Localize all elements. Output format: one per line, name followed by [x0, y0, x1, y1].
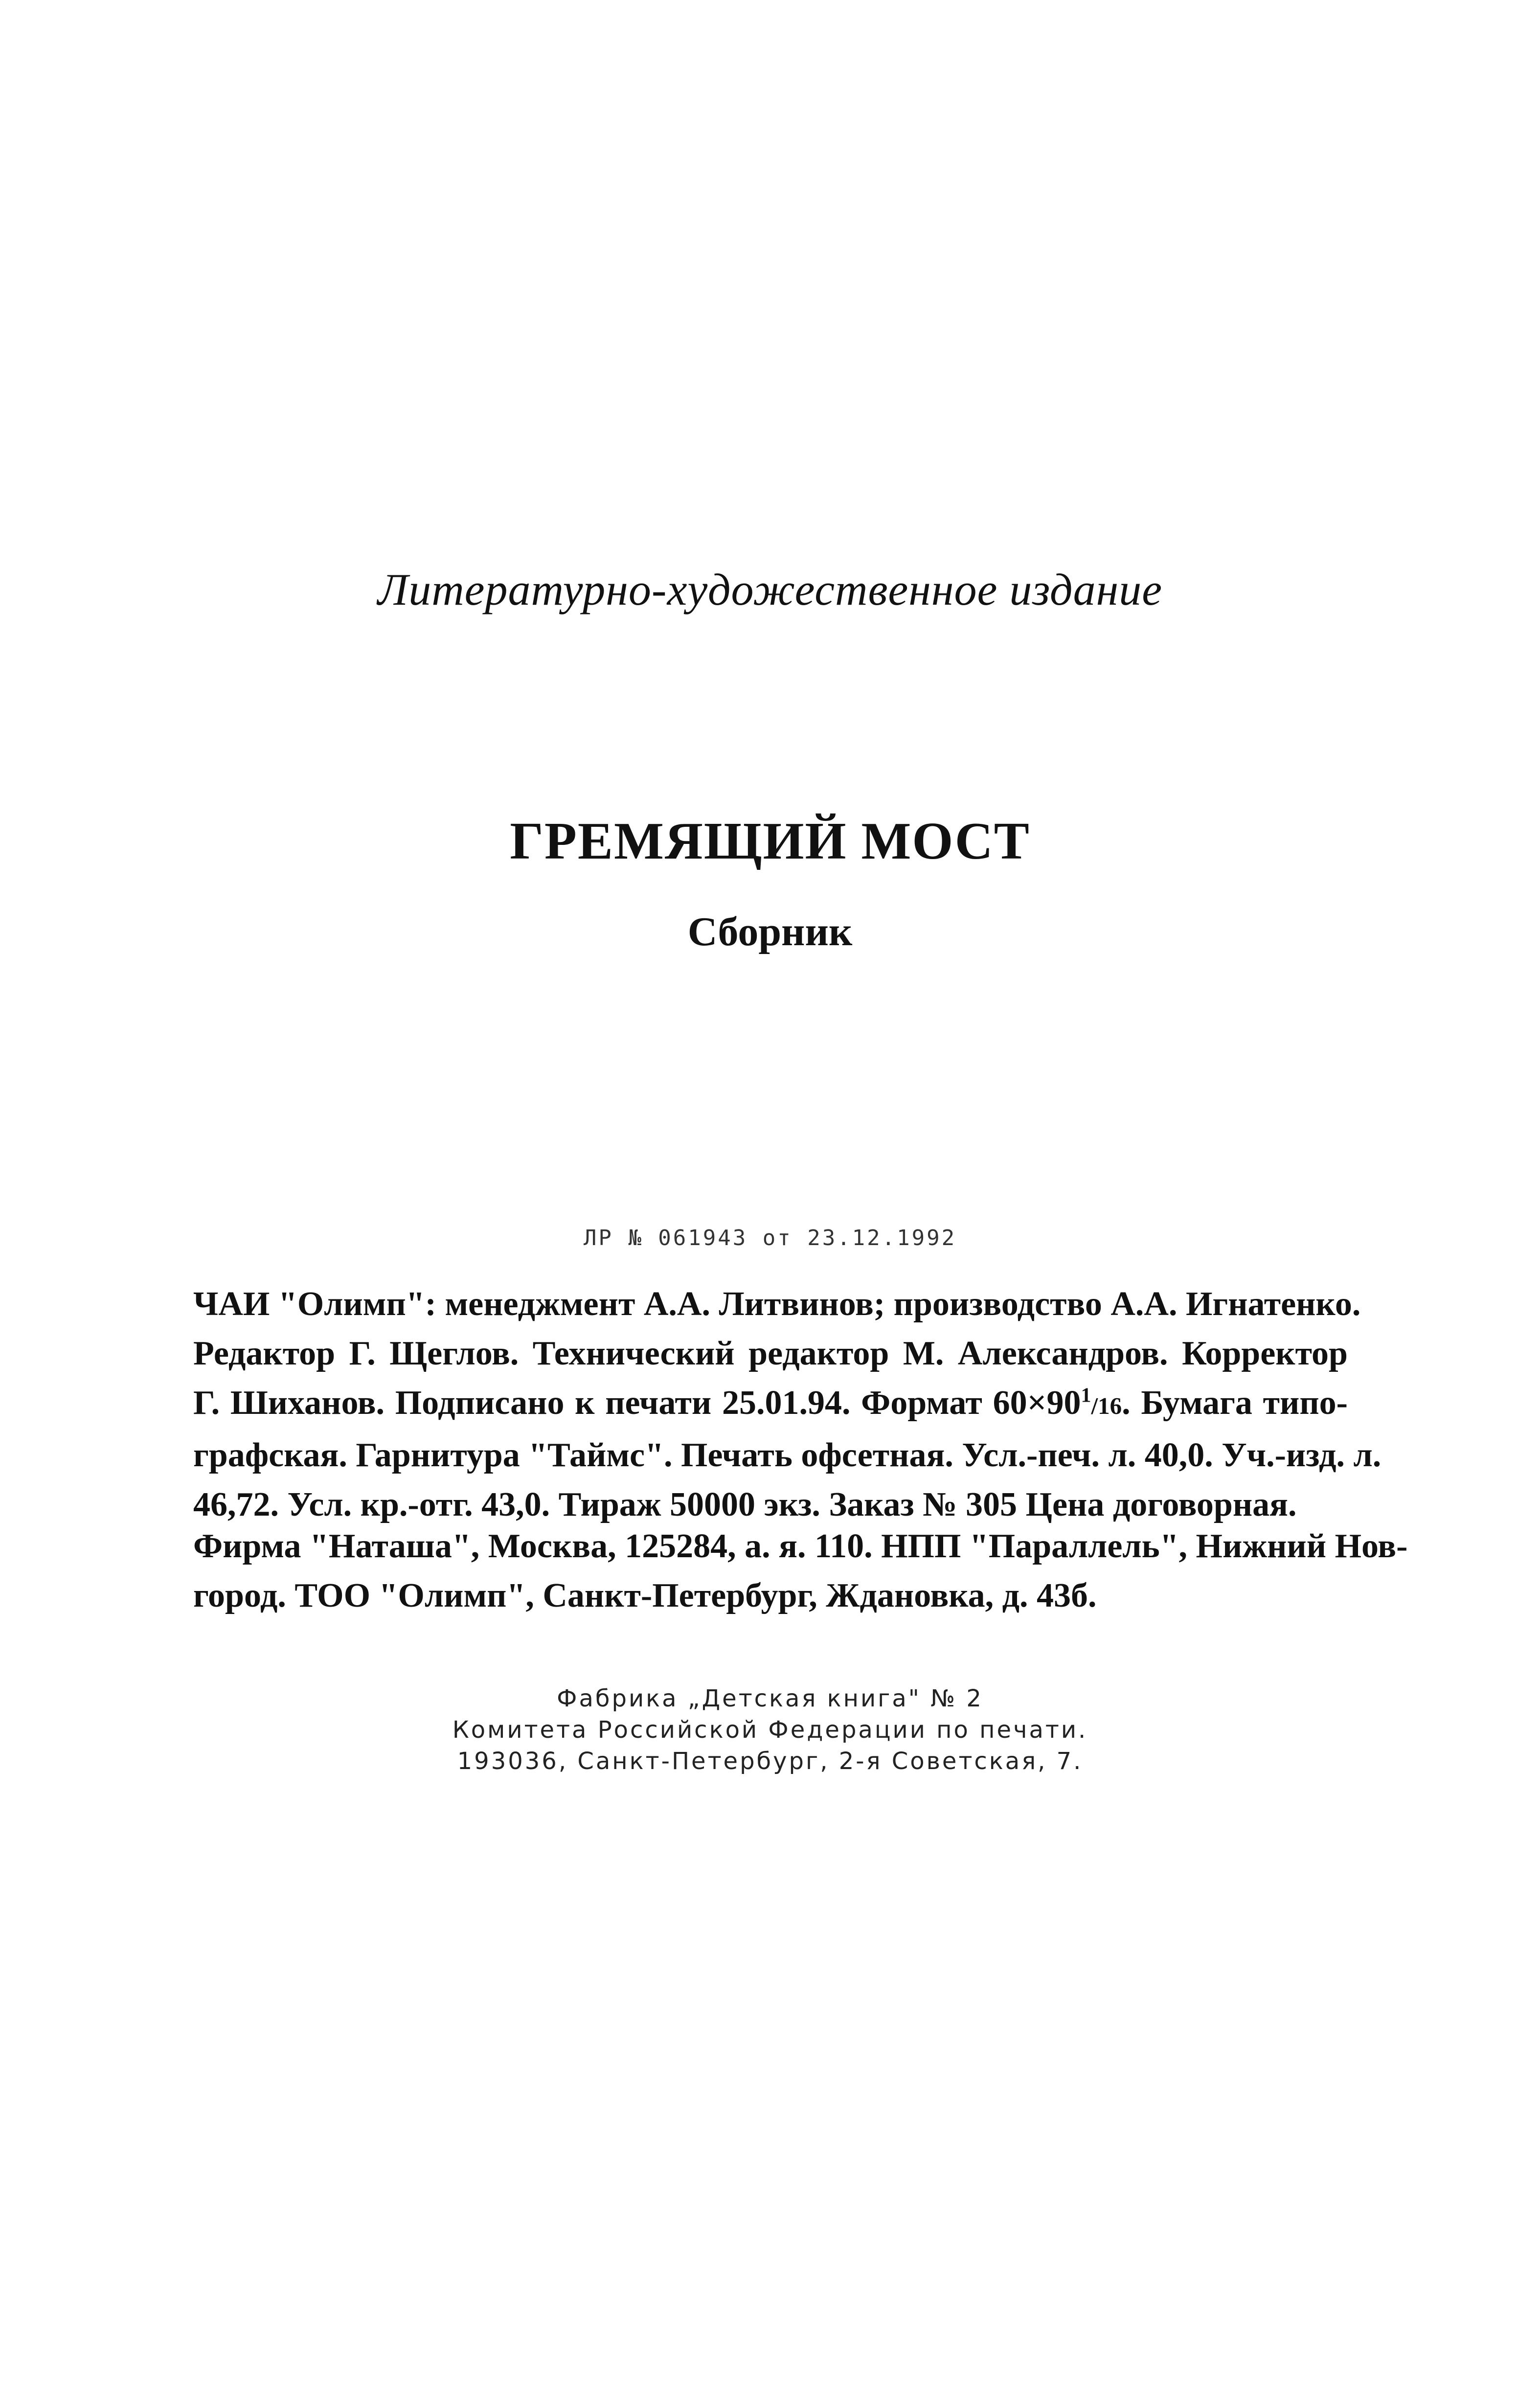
imprint-block: [193, 1279, 1381, 1529]
printer-line: Комитета Российской Федерации по печати.: [452, 1716, 1088, 1744]
format-superscript: 1: [1081, 1384, 1091, 1407]
publishers-block: [193, 1522, 1408, 1620]
publishers-line: город. ТОО "Олимп", Санкт-Петербург, Ждановка, д. 43б.: [193, 1577, 1097, 1614]
imprint-line-format: [193, 1378, 1348, 1431]
book-subtitle: Сборник: [687, 909, 853, 954]
imprint-line: Редактор Г. Щеглов. Технический редактор М. Александров. Корректор: [193, 1335, 1348, 1372]
imprint-line-text: Г. Шиханов. Подписано к печати 25.01.94. Формат 60×90: [193, 1384, 1081, 1422]
imprint-line: ЧАИ "Олимп": менеджмент А.А. Литвинов; производство А.А. Игнатенко.: [193, 1285, 1361, 1323]
imprint-line: графская. Гарнитура "Таймс". Печать офсетная. Усл.-печ. л. 40,0. Уч.-изд. л.: [193, 1436, 1381, 1474]
publishers-line: Фирма "Наташа", Москва, 125284, а. я. 110. НПП "Параллель", Нижний Нов-: [193, 1527, 1408, 1565]
printer-block: [0, 1683, 1540, 1777]
printer-line: Фабрика „Детская книга" № 2: [557, 1685, 983, 1712]
printer-line: 193036, Санкт-Петербург, 2-я Советская, 7.: [457, 1748, 1083, 1775]
imprint-line-tail: . Бумага типо-: [1122, 1384, 1348, 1422]
license-number: ЛР № 061943 от 23.12.1992: [583, 1226, 957, 1250]
format-denominator: /16: [1091, 1392, 1122, 1419]
imprint-line: 46,72. Усл. кр.-отг. 43,0. Тираж 50000 экз. Заказ № 305 Цена договорная.: [193, 1486, 1297, 1523]
book-title: ГРЕМЯЩИЙ МОСТ: [510, 812, 1030, 870]
genre-label: Литературно-художественное издание: [377, 565, 1163, 614]
